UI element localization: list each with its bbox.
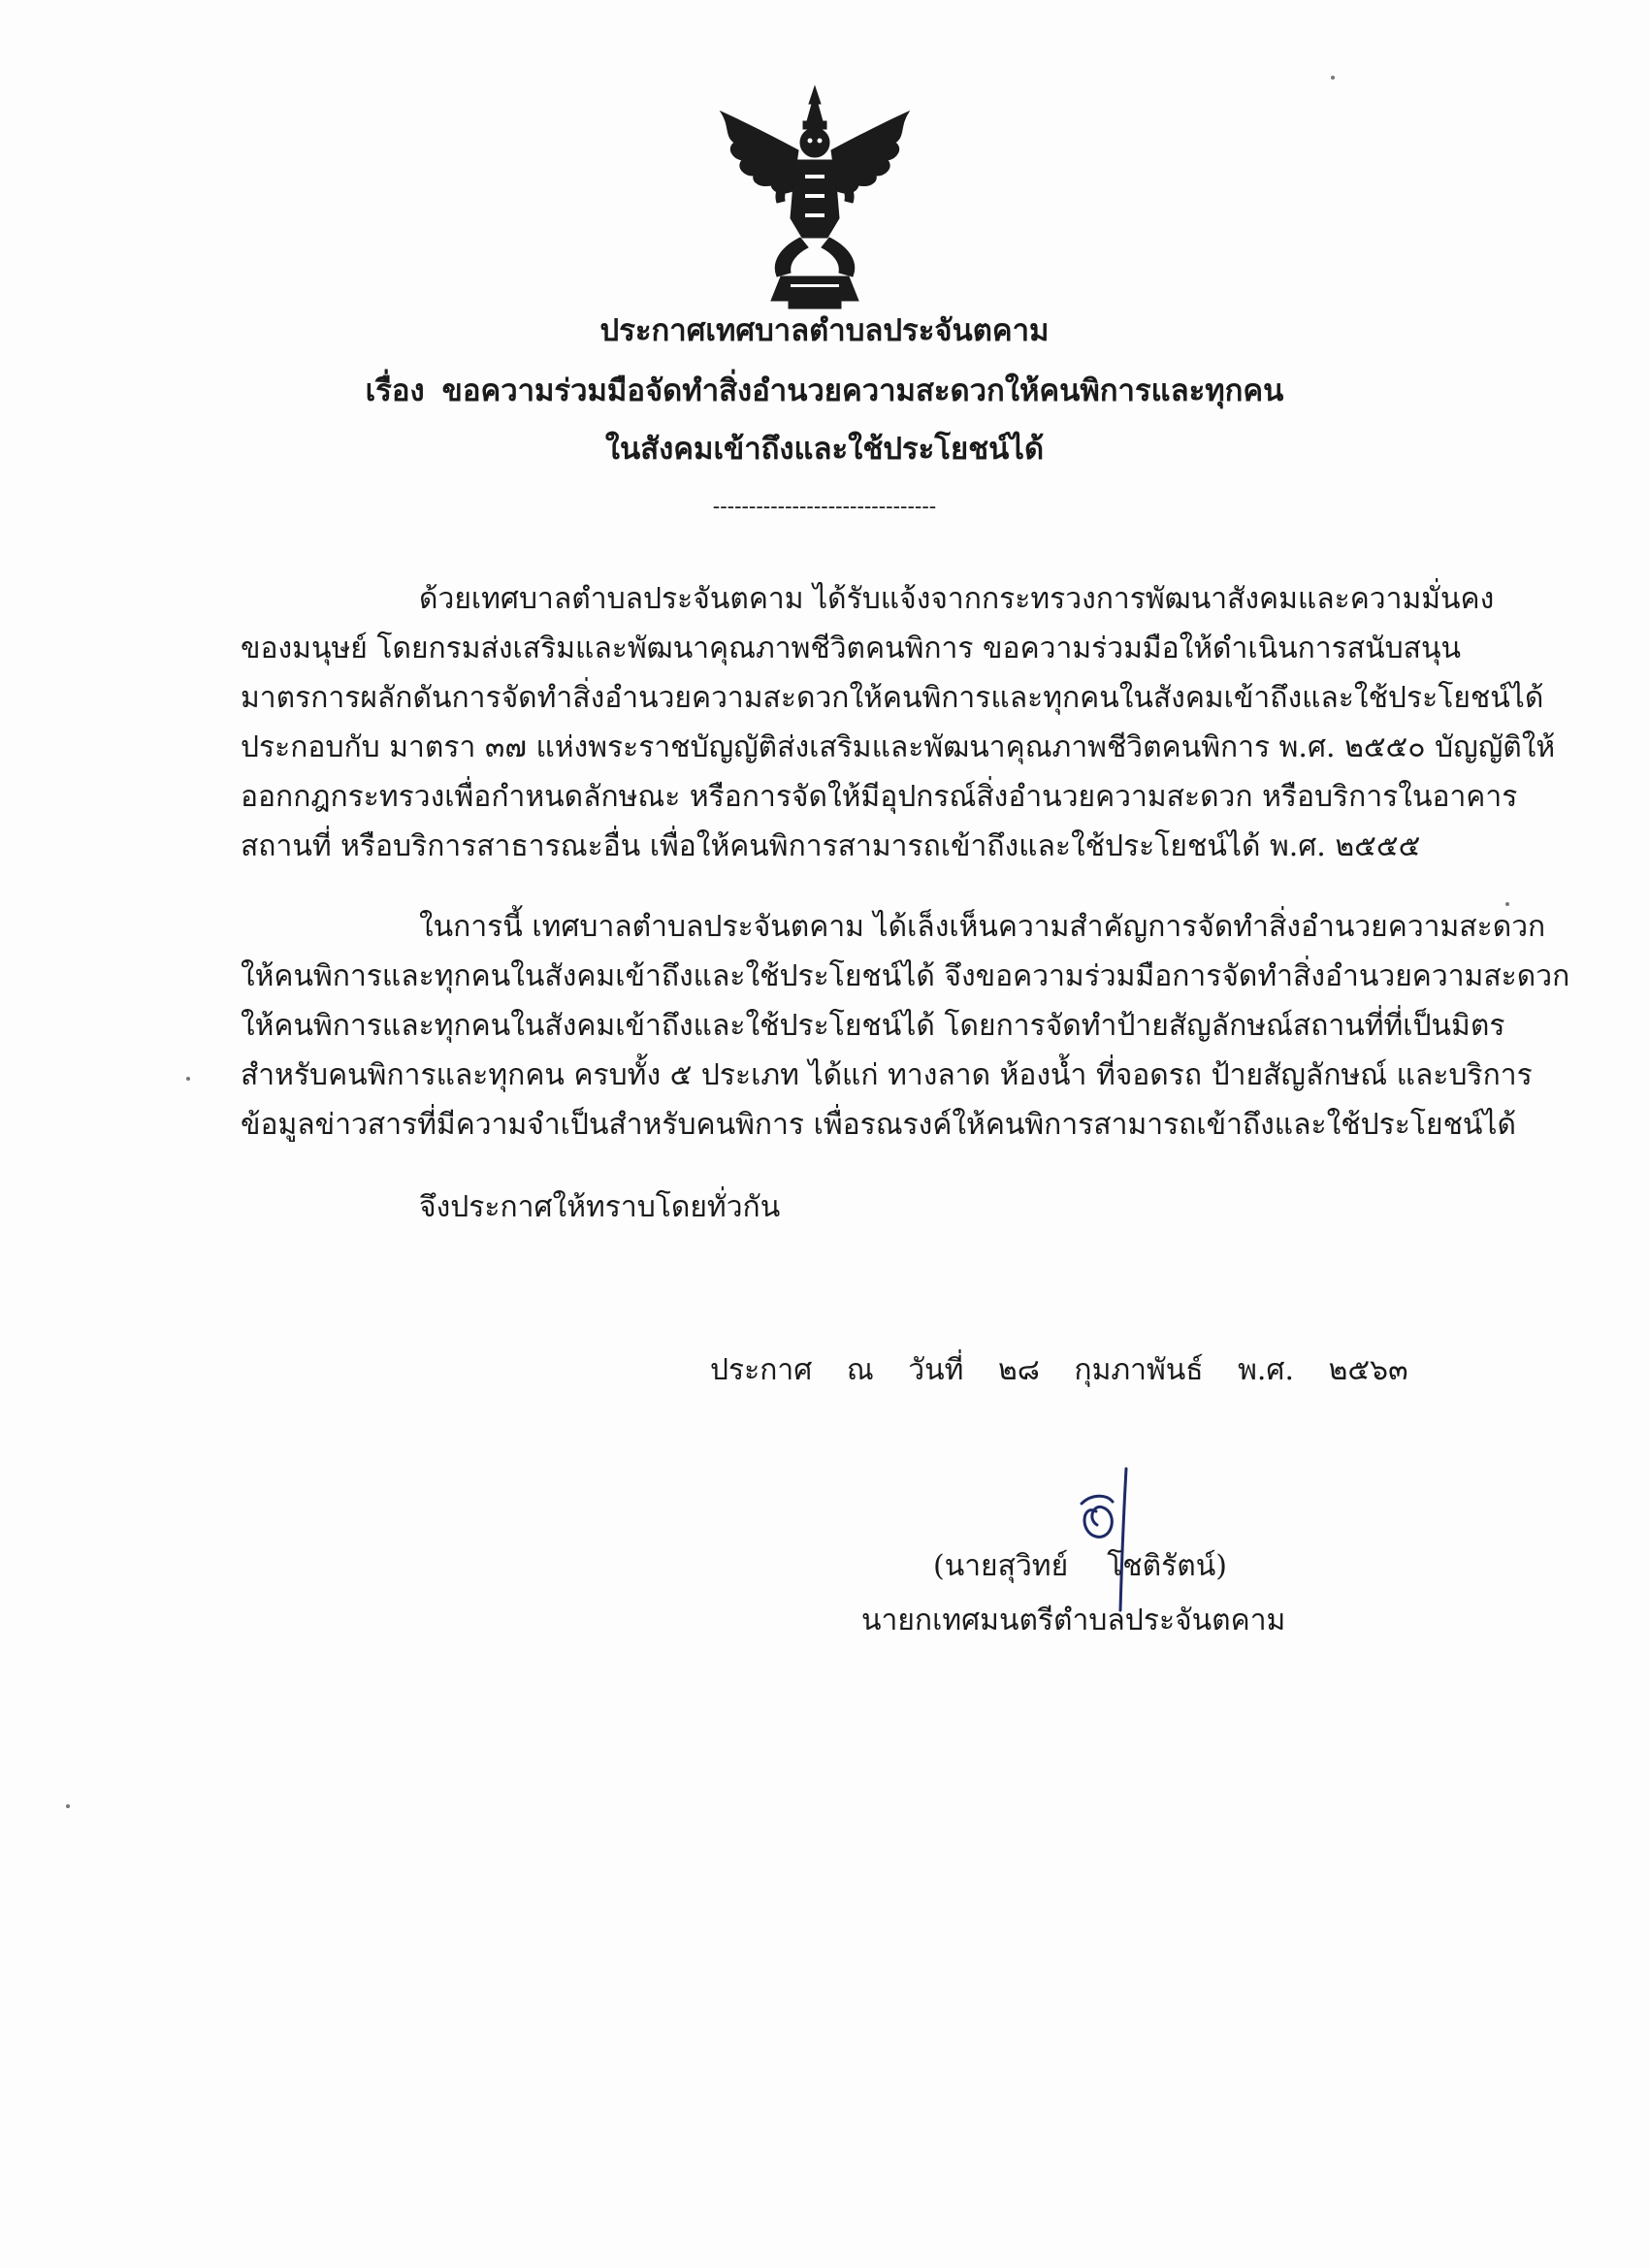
handwritten-signature-icon [1043, 1465, 1179, 1620]
paragraph-1-line: ออกกฎกระทรวงเพื่อกำหนดลักษณะ หรือการจัดให้มีอุปกรณ์สิ่งอำนวยความสะดวก หรือบริการในอาคาร [241, 780, 1518, 814]
signer-first-name: (นายสุวิทย์ [933, 1549, 1069, 1583]
paragraph-1 [241, 574, 1556, 871]
scan-speck [66, 1804, 70, 1808]
date-day-label: วันที่ [908, 1353, 964, 1387]
paragraph-2-line: สำหรับคนพิการและทุกคน ครบทั้ง ๕ ประเภท ได้แก่ ทางลาด ห้องน้ำ ที่จอดรถ ป้ายสัญลักษณ์ และบริการ [241, 1058, 1533, 1092]
paragraph-1-line: ด้วยเทศบาลตำบลประจันตคาม ได้รับแจ้งจากกระทรวงการพัฒนาสังคมและความมั่นคง [419, 582, 1495, 616]
paragraph-2-line: ข้อมูลข่าวสารที่มีความจำเป็นสำหรับคนพิการ เพื่อรณรงค์ให้คนพิการสามารถเข้าถึงและใช้ประโยชน์ได้ [241, 1108, 1517, 1142]
announcement-date [710, 1348, 1434, 1393]
paragraph-1-line: มาตรการผลักดันการจัดทำสิ่งอำนวยความสะดวกให้คนพิการและทุกคนในสังคมเข้าถึงและใช้ประโยชน์ได้ [241, 681, 1544, 715]
scan-speck [186, 1077, 190, 1081]
paragraph-1-line: ประกอบกับ มาตรา ๓๗ แห่งพระราชบัญญัติส่งเสริมและพัฒนาคุณภาพชีวิตคนพิการ พ.ศ. ๒๕๕๐ บัญญัติให้ [241, 730, 1556, 764]
signer-name [933, 1544, 1227, 1589]
closing-statement: จึงประกาศให้ทราบโดยทั่วกัน [419, 1190, 781, 1224]
date-year: ๒๕๖๓ [1328, 1353, 1408, 1387]
announcement-title: ประกาศเทศบาลตำบลประจันตคาม [599, 313, 1050, 348]
divider-line: ------------------------------- [712, 495, 937, 519]
paragraph-1-line: ของมนุษย์ โดยกรมส่งเสริมและพัฒนาคุณภาพชีวิตคนพิการ ขอความร่วมมือให้ดำเนินการสนับสนุน [241, 632, 1461, 665]
signer-title: นายกเทศมนตรีตำบลประจันตคาม [861, 1604, 1286, 1637]
paragraph-2 [241, 902, 1570, 1150]
paragraph-2-line: ในการนี้ เทศบาลตำบลประจันตคาม ได้เล็งเห็นความสำคัญการจัดทำสิ่งอำนวยความสะดวก [419, 910, 1546, 944]
date-day: ๒๘ [997, 1353, 1040, 1387]
paragraph-1-line: สถานที่ หรือบริการสาธารณะอื่น เพื่อให้คนพิการสามารถเข้าถึงและใช้ประโยชน์ได้ พ.ศ. ๒๕๕๕ [241, 829, 1421, 863]
date-at-label: ณ [846, 1353, 874, 1387]
scan-speck [1505, 902, 1509, 906]
scan-speck [1331, 76, 1335, 80]
signer-last-name: โชติรัตน์) [1107, 1549, 1227, 1583]
subject-text-1: ขอความร่วมมือจัดทำสิ่งอำนวยความสะดวกให้คนพิการและทุกคน [441, 373, 1284, 408]
subject-line-2: ในสังคมเข้าถึงและใช้ประโยชน์ได้ [604, 432, 1045, 467]
subject-line-1 [0, 369, 1649, 413]
garuda-emblem-icon [713, 82, 917, 315]
paragraph-2-line: ให้คนพิการและทุกคนในสังคมเข้าถึงและใช้ประโยชน์ได้ โดยการจัดทำป้ายสัญลักษณ์สถานที่ที่เป็นมิตร [241, 1009, 1505, 1043]
paragraph-2-line: ให้คนพิการและทุกคนในสังคมเข้าถึงและใช้ประโยชน์ได้ จึงขอความร่วมมือการจัดทำสิ่งอำนวยความสะดวก [241, 959, 1570, 993]
date-month: กุมภาพันธ์ [1074, 1353, 1204, 1387]
subject-label: เรื่อง [365, 373, 425, 408]
date-announce-label: ประกาศ [710, 1353, 813, 1387]
date-year-label: พ.ศ. [1238, 1353, 1295, 1387]
